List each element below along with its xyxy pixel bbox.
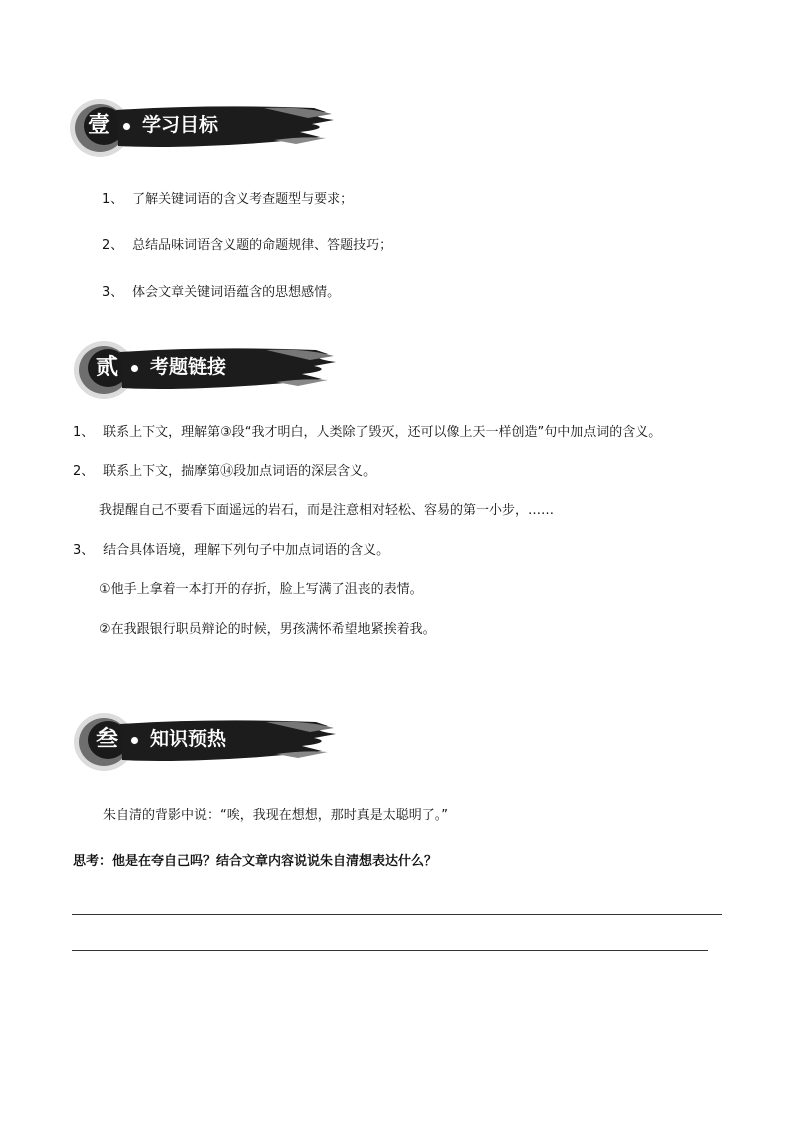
excerpt-text: 我提醒自己不要看下面遥远的岩石，而是注意相对轻松、容易的第一小步，…… bbox=[99, 503, 555, 518]
question-sentence-2 bbox=[99, 621, 436, 639]
answer-line-2[interactable] bbox=[72, 950, 708, 951]
question-text: 联系上下文，理解第③段“我才明白，人类除了毁灭，还可以像上天一样创造”句中加点词的含义。 bbox=[103, 425, 662, 440]
section-banner-2 bbox=[64, 338, 354, 402]
goal-number: 1、 bbox=[102, 192, 124, 207]
sentence-text: ②在我跟银行职员辩论的时候，男孩满怀希望地紧挨着我。 bbox=[99, 622, 436, 637]
question-excerpt bbox=[99, 502, 554, 520]
section-banner-1 bbox=[64, 96, 354, 160]
section-number-2: 贰 bbox=[96, 355, 119, 380]
section-title-2: 考题链接 bbox=[150, 356, 227, 378]
question-number: 1、 bbox=[73, 425, 95, 440]
section-number-3: 叁 bbox=[96, 727, 119, 752]
question-sentence-1 bbox=[99, 581, 423, 599]
goal-number: 2、 bbox=[102, 238, 124, 253]
list-item bbox=[102, 284, 340, 302]
question-number: 3、 bbox=[73, 543, 95, 558]
banner-dot-3 bbox=[130, 736, 139, 745]
question-text: 结合具体语境，理解下列句子中加点词语的含义。 bbox=[103, 543, 390, 558]
list-item bbox=[73, 463, 376, 481]
section-title-1: 学习目标 bbox=[142, 114, 219, 136]
sentence-text: ①他手上拿着一本打开的存折，脸上写满了沮丧的表情。 bbox=[99, 582, 423, 597]
section-number-1: 壹 bbox=[88, 113, 111, 138]
goal-text: 体会文章关键词语蕴含的思想感情。 bbox=[132, 285, 341, 300]
answer-line-1[interactable] bbox=[72, 914, 722, 915]
list-item bbox=[73, 542, 389, 560]
goal-text: 总结品味词语含义题的命题规律、答题技巧； bbox=[132, 238, 393, 253]
list-item bbox=[102, 191, 353, 209]
goal-text: 了解关键词语的含义考查题型与要求； bbox=[132, 192, 354, 207]
banner-dot-1 bbox=[122, 122, 131, 131]
quote-text: 朱自清的背影中说：“唉，我现在想想，那时真是太聪明了。” bbox=[103, 808, 448, 823]
section-banner-3 bbox=[64, 710, 354, 774]
question-number: 2、 bbox=[73, 464, 95, 479]
list-item bbox=[102, 237, 392, 255]
question-text: 联系上下文，揣摩第⑭段加点词语的深层含义。 bbox=[103, 464, 377, 479]
preheat-quote bbox=[103, 807, 448, 825]
section-title-3: 知识预热 bbox=[150, 728, 227, 750]
goal-number: 3、 bbox=[102, 285, 124, 300]
list-item bbox=[73, 424, 661, 442]
think-text: 思考：他是在夸自己吗？结合文章内容说说朱自清想表达什么？ bbox=[73, 854, 438, 869]
banner-dot-2 bbox=[130, 364, 139, 373]
think-prompt bbox=[73, 853, 437, 871]
